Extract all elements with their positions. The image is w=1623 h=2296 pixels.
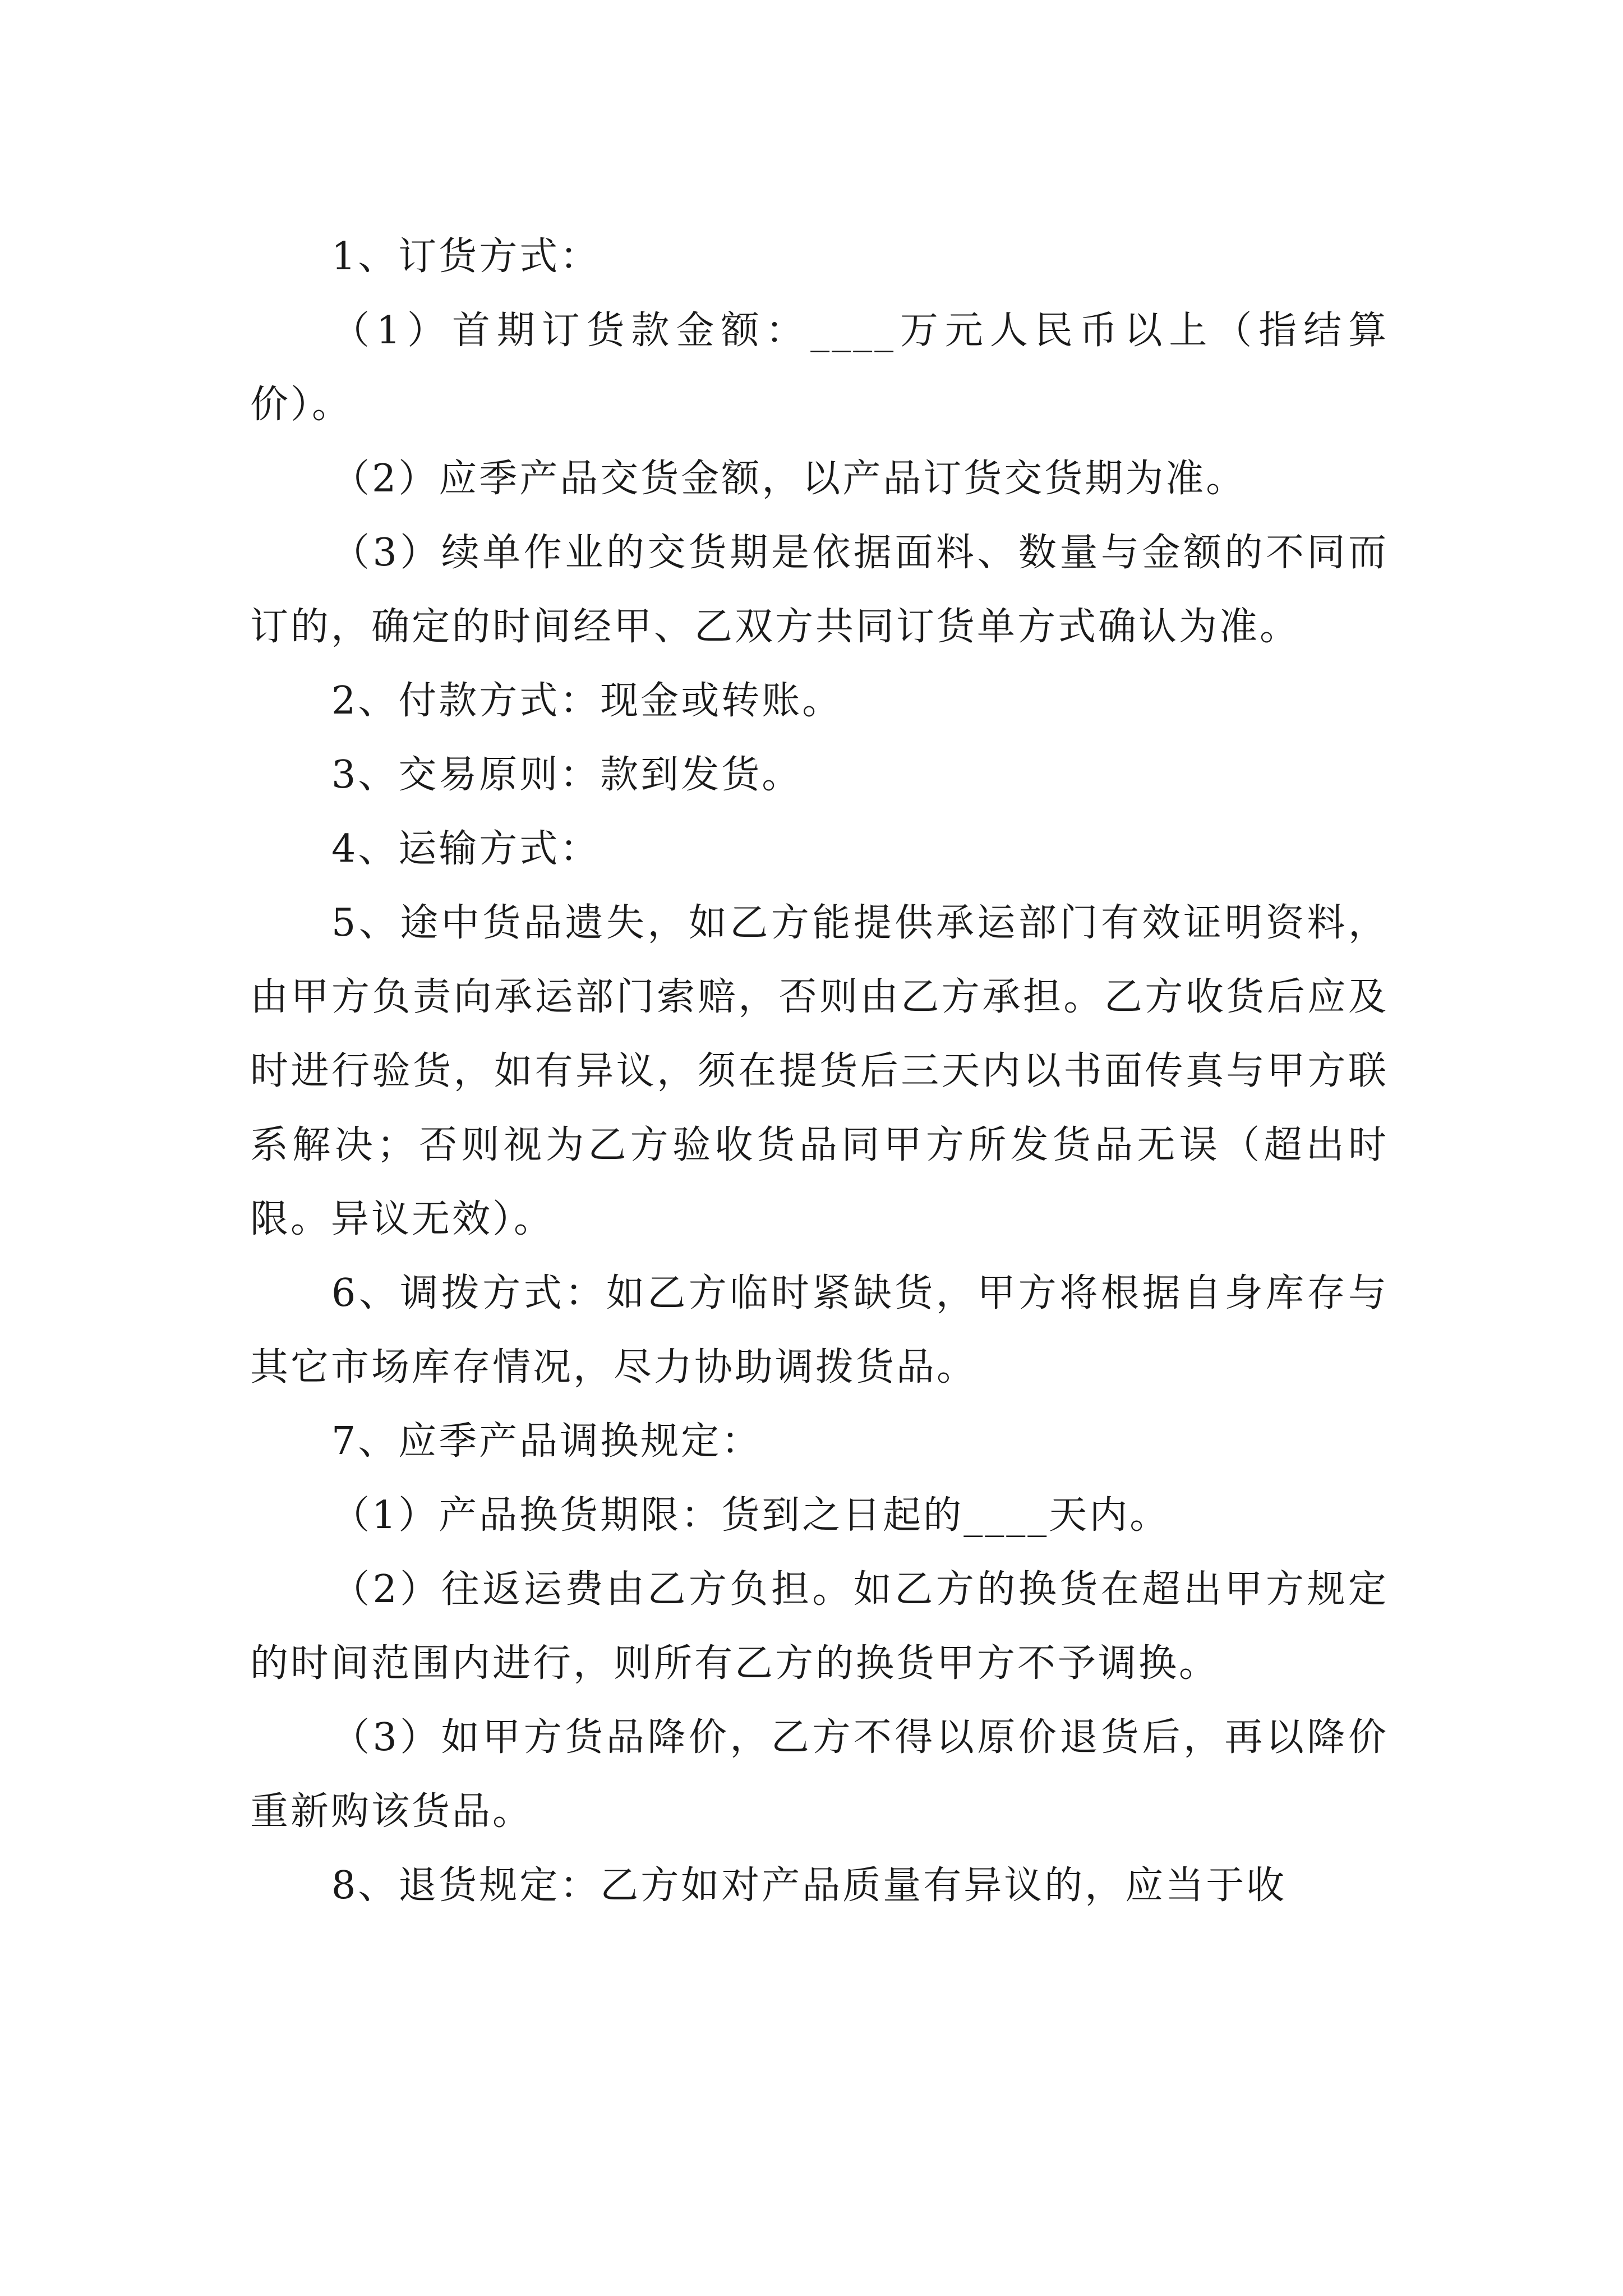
paragraph-goods-loss: 5、途中货品遗失，如乙方能提供承运部门有效证明资料，由甲方负责向承运部门索赔，否则由乙方承担。乙方收货后应及时进行验货，如有异议，须在提货后三天内以书面传真与甲方联系解决；否则视为乙方验收货品同甲方所发货品无误（超出时限。异议无效）。 — [250, 901, 1389, 1241]
paragraph-reorder-delivery: （3）续单作业的交货期是依据面料、数量与金额的不同而订的，确定的时间经甲、乙双方共同订货单方式确认为准。 — [250, 531, 1389, 649]
paragraph-return-rules: 8、退货规定：乙方如对产品质量有异议的，应当于收 — [331, 1864, 1287, 1908]
paragraph-price-reduction: （3）如甲方货品降价，乙方不得以原价退货后，再以降价重新购该货品。 — [250, 1715, 1389, 1834]
paragraph-initial-order-amount: （1）首期订货款金额：____万元人民币以上（指结算价）。 — [250, 309, 1389, 427]
paragraph-ordering-method: 1、订货方式： — [331, 234, 601, 279]
document-body — [250, 220, 1389, 1923]
paragraph-allocation-method: 6、调拨方式：如乙方临时紧缺货，甲方将根据自身库存与其它市场库存情况，尽力协助调拨货品。 — [250, 1271, 1389, 1389]
paragraph-transport-method: 4、运输方式： — [331, 827, 601, 871]
paragraph-seasonal-delivery-amount: （2）应季产品交货金额，以产品订货交货期为准。 — [331, 457, 1247, 501]
paragraph-exchange-rules: 7、应季产品调换规定： — [331, 1419, 762, 1464]
paragraph-payment-method: 2、付款方式：现金或转账。 — [331, 679, 843, 723]
paragraph-exchange-period: （1）产品换货期限：货到之日起的____天内。 — [331, 1493, 1170, 1538]
paragraph-freight-cost: （2）往返运费由乙方负担。如乙方的换货在超出甲方规定的时间范围内进行，则所有乙方的换货甲方不予调换。 — [250, 1567, 1389, 1686]
paragraph-trade-principle: 3、交易原则：款到发货。 — [331, 753, 803, 797]
